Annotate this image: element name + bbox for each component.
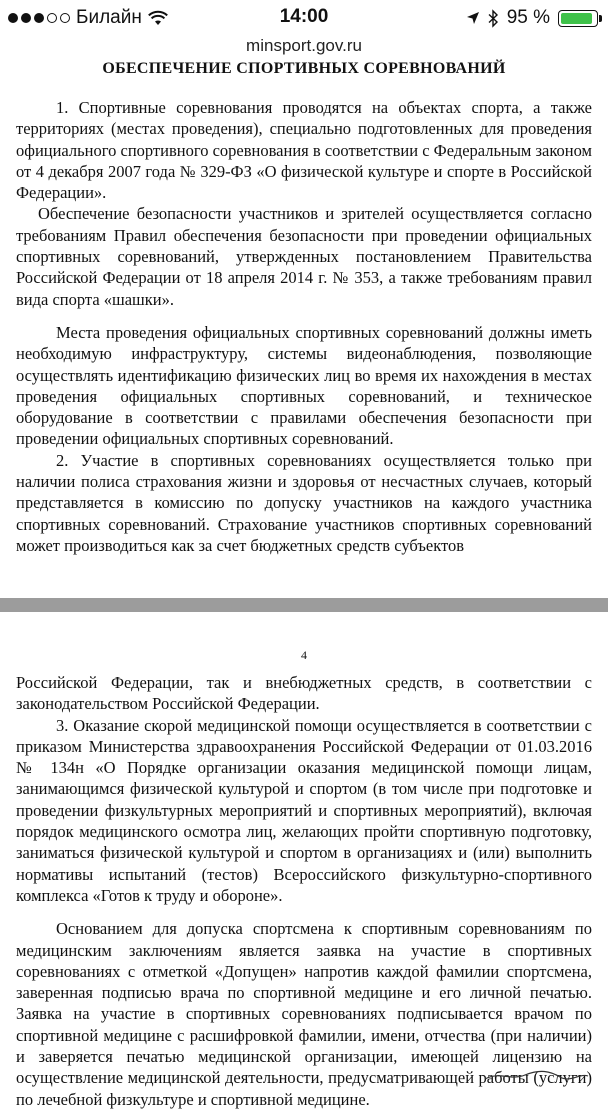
document-page-3 — [0, 58, 608, 598]
paragraph-4: 2. Участие в спортивных соревнованиях осуществляется только при наличии полиса страхования жизни и здоровья от несчастных случаев, который представляется в комиссию по допуску участников на каждого участника спортивных соревнований. Страхование участников спортивных соревнований может производиться как за счет бюджетных средств субъектов — [16, 450, 592, 555]
document-page-4 — [0, 672, 608, 1109]
address-bar[interactable]: minsport.gov.ru — [246, 36, 362, 55]
bluetooth-icon — [488, 10, 499, 27]
page-number: 4 — [301, 648, 307, 662]
status-bar — [0, 0, 608, 36]
paragraph-3: Места проведения официальных спортивных соревнований должны иметь необходимую инфраструктуру, системы видеонаблюдения, позволяющие осуществлять идентификацию физических лиц во время их нахождения в местах проведения официальных спортивных соревнований, и техническое оборудование в соответствии с правилами обеспечения безопасности при проведении официальных спортивных соревнований. — [16, 322, 592, 449]
battery-icon — [558, 10, 598, 27]
battery-percent: 95 % — [506, 7, 550, 28]
paragraph-1: 1. Спортивные соревнования проводятся на объектах спорта, а также территориях (местах проведения), специально подготовленных для проведения официального спортивного соревнования в соответствии с Федеральным законом от 4 декабря 2007 года № 329-ФЗ «О физической культуре и спорте в Российской Федерации». — [16, 98, 592, 203]
handwriting-mark — [480, 1067, 590, 1083]
paragraph-5: Российской Федерации, так и внебюджетных средств, в соответствии с законодательством Российской Федерации. — [16, 673, 592, 714]
battery-level — [561, 13, 592, 24]
paragraph-2: Обеспечение безопасности участников и зрителей осуществляется согласно требованиям Правил обеспечения безопасности при проведении официальных спортивных соревнований, утвержденных постановлением Правительства Российской Федерации от 18 апреля 2014 г. № 353, а также требованиям правил вида спорта «шашки». — [16, 204, 592, 309]
clock: 14:00 — [279, 6, 329, 27]
page-divider — [0, 598, 608, 612]
paragraph-7: Основанием для допуска спортсмена к спортивным соревнованиям по медицинским заключениям является заявка на участие в спортивных соревнованиях с отметкой «Допущен» напротив каждой фамилии спортсмена, заверенная подписью врача по спортивной медицине и его личной печатью. Заявка на участие в спортивных соревнованиях подписывается врачом по спортивной медицине с расшифровкой фамилии, имени, отчества (при наличии) и заверяется печатью медицинской организации, имеющей лицензию на осуществление медицинской деятельности, предусматривающей работы (услуги) по лечебной физкультуре и спортивной медицине. — [16, 919, 592, 1109]
carrier-name: Билайн — [76, 7, 142, 28]
status-icons — [466, 7, 598, 29]
location-arrow-icon — [466, 11, 480, 25]
document-title: ОБЕСПЕЧЕНИЕ СПОРТИВНЫХ СОРЕВНОВАНИЙ — [102, 60, 506, 77]
paragraph-6: 3. Оказание скорой медицинской помощи осуществляется в соответствии с приказом Министерства здравоохранения Российской Федерации от 01.03.2016 № 134н «О Порядке организации оказания медицинской помощи лицам, занимающимся физической культурой и спортом (в том числе при подготовке и проведении физкультурных мероприятий и спортивных мероприятий), включая порядок медицинского осмотра лиц, желающих пройти спортивную подготовку, заниматься физической культурой и спортом в организациях и (или) выполнить нормативы испытаний (тестов) Всероссийского физкультурно-спортивного комплекса «Готов к труду и обороне». — [16, 715, 592, 905]
